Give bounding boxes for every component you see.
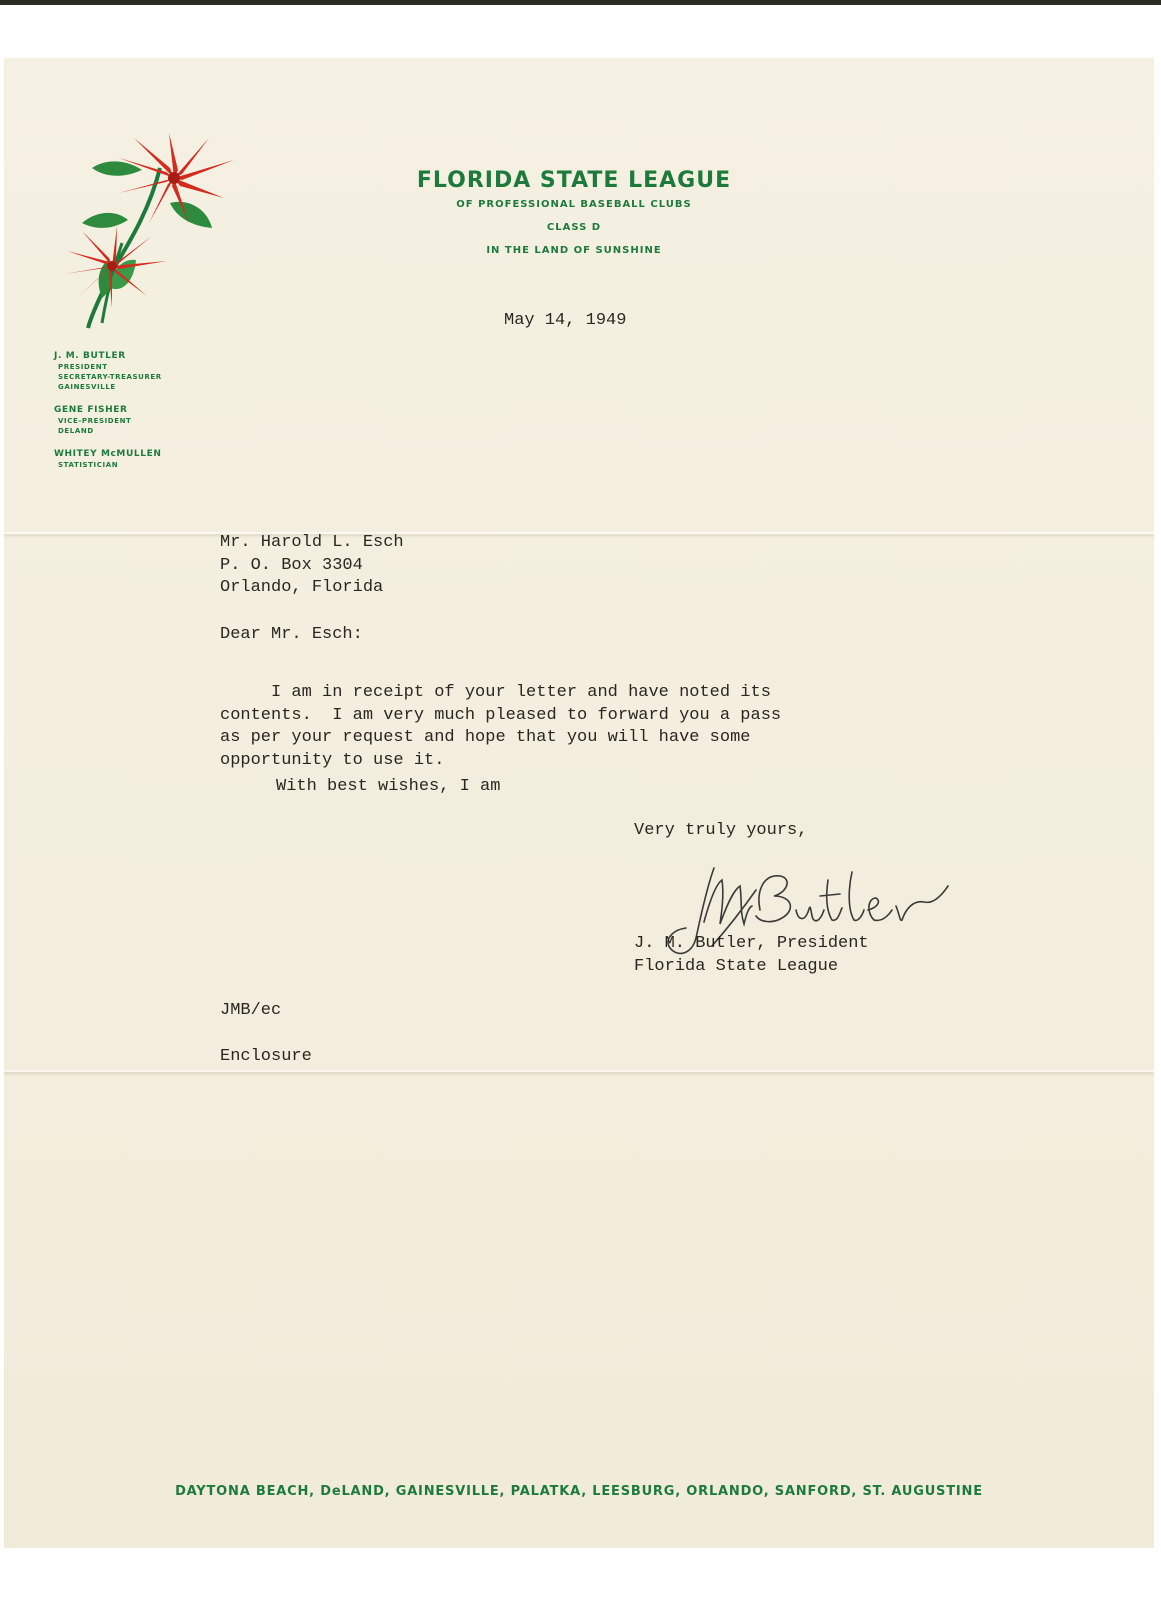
officers-list xyxy=(54,350,162,482)
signer-organization: Florida State League xyxy=(634,956,839,976)
letterhead-footer-cities: DAYTONA BEACH, DeLAND, GAINESVILLE, PALATKA, LEESBURG, ORLANDO, SANFORD, ST. AUGUSTINE xyxy=(175,1484,983,1499)
officer-name: WHITEY McMULLEN xyxy=(54,449,162,459)
address-line: Orlando, Florida xyxy=(220,578,384,597)
officer-line: GAINESVILLE xyxy=(58,383,116,391)
fold-crease xyxy=(4,532,1154,534)
officer-entry xyxy=(54,404,162,436)
officer-line: STATISTICIAN xyxy=(58,461,119,469)
salutation: Dear Mr. Esch: xyxy=(220,625,363,644)
address-line: P. O. Box 3304 xyxy=(220,555,363,575)
officer-name: GENE FISHER xyxy=(54,405,128,415)
fold-crease xyxy=(4,1070,1154,1072)
address-line: Mr. Harold L. Esch xyxy=(220,533,404,552)
letterhead-tagline: IN THE LAND OF SUNSHINE xyxy=(486,245,662,256)
body-line: contents. I am very much pleased to forward you a pass xyxy=(220,705,782,725)
letterhead-subtitle: OF PROFESSIONAL BASEBALL CLUBS xyxy=(456,199,692,210)
closing-line: With best wishes, I am xyxy=(276,777,501,796)
reference-initials: JMB/ec xyxy=(220,1001,282,1020)
poinsettia-flower-icon xyxy=(62,98,238,330)
officer-entry xyxy=(54,350,162,392)
letterhead-class: CLASS D xyxy=(546,222,602,233)
signoff: Very truly yours, xyxy=(634,821,808,840)
letter-paper xyxy=(4,58,1154,1548)
scan-top-edge xyxy=(0,0,1161,5)
officer-line: DELAND xyxy=(58,427,94,435)
officer-line: PRESIDENT xyxy=(58,363,108,371)
letter-body xyxy=(220,682,781,772)
officer-line: SECRETARY-TREASURER xyxy=(58,373,162,381)
letterhead-title: FLORIDA STATE LEAGUE xyxy=(416,168,732,193)
body-line: opportunity to use it. xyxy=(220,750,445,770)
signer-block xyxy=(634,933,869,978)
signer-name: J. M. Butler, President xyxy=(634,934,869,953)
officer-name: J. M. BUTLER xyxy=(54,351,126,361)
letter-date: May 14, 1949 xyxy=(504,311,627,330)
officer-line: VICE-PRESIDENT xyxy=(58,417,132,425)
enclosure-note: Enclosure xyxy=(220,1047,312,1066)
body-line: I am in receipt of your letter and have noted its xyxy=(220,683,771,702)
recipient-address xyxy=(220,532,404,600)
body-line: as per your request and hope that you will have some xyxy=(220,728,751,747)
officer-entry xyxy=(54,448,162,470)
